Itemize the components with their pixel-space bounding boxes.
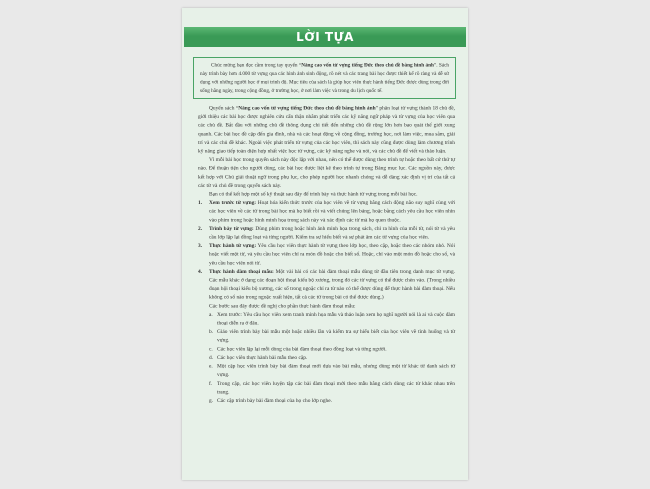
step-letter: f. xyxy=(209,380,213,387)
technique-text: Hoạt hóa kiến thức trước của học viên về từ vựng bằng cách động não suy nghĩ cùng với các học viên về các từ trong bài học mà họ biết rồi và viết chúng lên bảng, hoặc bằng cách yêu cầu học viên nhìn vào phim trong hoặc hình minh họa trong sách này và xác định các từ mà họ quen thuộc. xyxy=(209,199,455,223)
step-letter: d. xyxy=(209,354,214,361)
technique-term: Xem trước từ vựng: xyxy=(209,199,257,206)
step-item xyxy=(198,353,455,362)
step-item xyxy=(198,379,455,396)
step-item xyxy=(198,328,455,345)
intro-text xyxy=(200,61,449,95)
steps-intro: Các bước sau đây được đề nghị cho phần thực hành đàm thoại mẫu: xyxy=(209,302,356,309)
technique-text: Yêu cầu học viên thực hành từ vựng theo lớp học, theo cặp, hoặc theo các nhóm nhỏ. Nói hoặc viết một từ, và yêu cầu học viên chỉ ra món đồ hoặc cho biết số. Hoặc, chỉ vào một món đồ hoặc cho số, và yêu cầu học viên nói từ. xyxy=(209,242,455,266)
step-letter: a. xyxy=(209,311,213,318)
intro-text-before: Chúc mừng bạn đọc cầm trong tay quyển “ xyxy=(211,62,302,68)
step-item xyxy=(198,310,455,327)
body-text xyxy=(198,104,455,405)
technique-item xyxy=(198,199,455,225)
paragraph-organization: Vì mỗi bài học trong quyển sách này độc lập với nhau, nên có thể được dùng theo trình tự hoặc theo bất cứ thứ tự nào. Để thuận tiện cho người dùng, các bài học được liệt kê theo trình tự trong Bảng mục lục. Các nguồn này, được kết hợp với Chú giải thuật ngữ trong phụ lục, cho phép người học nhanh chóng và dễ dàng xác định vị trí của tất cả các từ và chủ đề trong quyển sách này. xyxy=(198,156,455,189)
step-text: Các học viên lặp lại mỗi dòng của bài đàm thoại theo đồng loạt và từng người. xyxy=(217,345,387,352)
step-letter: b. xyxy=(209,328,214,335)
technique-term: Thực hành đàm thoại mẫu: xyxy=(209,268,274,275)
intro-box xyxy=(193,57,456,99)
title-banner xyxy=(184,27,466,47)
intro-text-after: ”. Sách này trình bày hơn 4.000 từ vựng qua các hình ảnh sinh động, rõ nét và các trang bài học được thiết kế rõ ràng và dễ sử dụng với những người học ở mọi trình độ. Mục tiêu của sách là giúp học viên thực hành tiếng Đức được dùng trong đời sống hằng ngày, trong cộng đồng, ở trường học, ở nơi làm việc và trong du lịch quốc tế. xyxy=(200,62,450,94)
document-page xyxy=(182,8,468,480)
technique-item xyxy=(198,242,455,268)
techniques-intro: Bạn có thể kết hợp một số kỹ thuật sau đây để trình bày và thực hành từ vựng trong mỗi bài học. xyxy=(209,191,418,198)
paragraph-overview xyxy=(198,104,455,156)
step-letter: g. xyxy=(209,397,214,404)
step-text: Xem trước: Yêu cầu học viên xem tranh minh họa mẫu và thảo luận xem họ nghĩ người nói là ai và cuộc đàm thoại diễn ra ở đâu. xyxy=(217,311,455,327)
step-letter: e. xyxy=(209,363,213,370)
step-text: Một cặp học viên trình bày bài đàm thoại mới dựa vào bài mẫu, nhưng dùng một từ khác từ danh sách từ vựng. xyxy=(217,363,455,378)
page-title: LỜI TỰA xyxy=(296,30,354,44)
technique-item xyxy=(198,267,455,301)
step-text: Các cặp trình bày bài đàm thoại của họ cho lớp nghe. xyxy=(217,397,332,404)
technique-text: Một vài bài có các bài đàm thoại mẫu dùng từ đầu tiên trong danh mục từ vựng. Các mẫu khác ở dạng các đoạn hội thoại kiểu bộ xương, trong đó các từ vựng có thể được chèn vào. (Trong nhiều đoạn hội thoại kiểu bộ xương, các số trong ngoặc chỉ ra từ nào có thể được dùng để thực hành bài đàm thoại. Nếu không có số nào trong ngoặc xuất hiện, tất cả các từ trong bài có thể được dùng.) xyxy=(209,268,455,301)
technique-text: Dùng phim trong hoặc hình ảnh minh họa trong sách, chỉ ra hình của mỗi từ, nói từ và yêu cầu lớp lặp lại đồng loạt và từng người. Kiểm tra sự hiểu biết và sự phát âm các từ vựng của học viên. xyxy=(209,225,455,241)
technique-term: Trình bày từ vựng: xyxy=(209,225,254,232)
technique-number: 1. xyxy=(198,199,203,206)
book-title: Nâng cao vốn từ vựng tiếng Đức theo chủ đề bằng hình ảnh xyxy=(301,62,434,68)
step-text: Các học viên thực hành bài mẫu theo cặp. xyxy=(217,354,308,361)
overview-before: Quyển sách “ xyxy=(209,105,239,111)
step-text: Trong cặp, các học viên luyện tập các bài đàm thoại mới theo mẫu bằng cách dùng các từ khác nhau trên trang. xyxy=(217,380,455,395)
step-item xyxy=(198,362,455,379)
overview-after: ” phân loại từ vựng thành 18 chủ đề, giới thiệu các bài học được nghiên cứu cẩn thận nhằm phát triển các kỹ năng ngữ pháp và từ vựng của học viên qua các chủ đề. Bắt đầu với những chủ đề thông dụng chi tiết đến những chủ đề rộng lớn hơn bao quát thế giới xung quanh. Các bài học đề cập đến gia đình, nhà và các hoạt động về cộng đồng, trường học, nơi làm việc, mua sắm, giải trí và các chủ đề khác. Ngoài việc phát triển từ vựng của các học viên, thì sách này cũng được dùng làm chương trình kỹ năng giao tiếp toàn diện hợp nhất việc học từ vựng, các kỹ năng nghe và nói, và các chủ đề để viết và thảo luận. xyxy=(198,105,455,155)
step-item xyxy=(198,396,455,405)
technique-item xyxy=(198,224,455,241)
technique-number: 2. xyxy=(198,225,203,232)
step-item xyxy=(198,345,455,354)
book-title: Nâng cao vốn từ vựng tiếng Đức theo chủ đề bằng hình ảnh xyxy=(238,105,376,111)
step-letter: c. xyxy=(209,345,213,352)
page-content xyxy=(182,8,468,480)
technique-number: 3. xyxy=(198,242,203,249)
technique-term: Thực hành từ vựng: xyxy=(209,242,257,249)
technique-number: 4. xyxy=(198,268,203,275)
step-text: Giáo viên trình bày bài mẫu một hoặc nhiều lần và kiểm tra sự hiểu biết của học viên về tình huống và từ vựng. xyxy=(217,328,455,344)
